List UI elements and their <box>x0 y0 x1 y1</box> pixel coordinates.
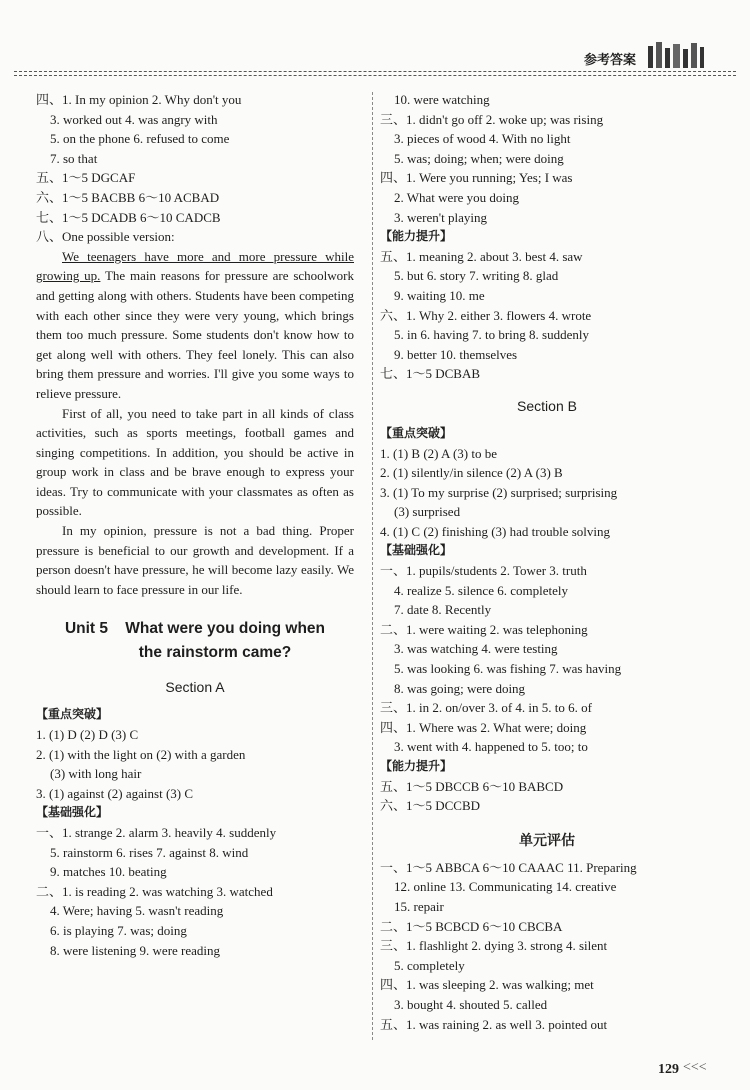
left-column <box>36 90 354 960</box>
answer-line: 5. in 6. having 7. to bring 8. suddenly <box>394 327 589 343</box>
answer-line: 5. was looking 6. was fishing 7. was having <box>394 661 622 677</box>
answer-line: 四、1. Where was 2. What were; doing <box>380 719 587 735</box>
answer-line: 3. worked out 4. was angry with <box>50 111 218 127</box>
answer-line: 3. weren't playing <box>394 209 487 225</box>
section-tag: 【基础强化】 <box>36 805 109 820</box>
answer-line: 1. (1) D (2) D (3) C <box>36 727 139 743</box>
answer-line: 2. (1) silently/in silence (2) A (3) B <box>380 465 563 481</box>
answer-line: 5. rainstorm 6. rises 7. against 8. wind <box>50 844 249 860</box>
answer-line: 六、1. Why 2. either 3. flowers 4. wrote <box>380 307 592 323</box>
answer-line: 四、1. Were you running; Yes; I was <box>380 170 573 186</box>
answer-line: 三、1. in 2. on/over 3. of 4. in 5. to 6. of <box>380 700 592 716</box>
answer-line: 8. was going; were doing <box>394 680 526 696</box>
answer-line: 六、1～5 DCCBD <box>380 798 481 814</box>
header-label: 参考答案 <box>584 53 637 68</box>
essay-paragraph-3: In my opinion, pressure is not a bad thing. Proper pressure is beneficial to our growth and development. If a person doesn't have pressure, he will become lazy easily. We should learn to face pressure in our life. <box>36 523 354 597</box>
answer-line: 五、1. was raining 2. as well 3. pointed out <box>380 1016 608 1032</box>
answer-line: 4. Were; having 5. wasn't reading <box>50 903 224 919</box>
essay-topic-sentence: We teenagers have more and more pressure while growing up. <box>36 248 354 284</box>
answer-line: 5. on the phone 6. refused to come <box>50 131 230 147</box>
answer-line: 9. waiting 10. me <box>394 287 485 303</box>
answer-line: 二、1. is reading 2. was watching 3. watched <box>36 883 273 899</box>
answer-line: 4. realize 5. silence 6. completely <box>394 582 568 598</box>
answer-line: 4. (1) C (2) finishing (3) had trouble solving <box>380 523 610 539</box>
answer-line: 3. (1) against (2) against (3) C <box>36 785 194 801</box>
answer-line: 二、1. were waiting 2. was telephoning <box>380 621 588 637</box>
page-number: 129 <box>658 1062 679 1077</box>
right-answers-top <box>380 90 714 384</box>
answer-line: 3. (1) To my surprise (2) surprised; surprising <box>380 484 618 500</box>
header-rule <box>14 71 736 72</box>
answer-line: 六、1～5 BACBB 6～10 ACBAD <box>36 189 220 205</box>
unit-title-line-2: the rainstorm came? <box>138 644 292 662</box>
answer-line: 5. but 6. story 7. writing 8. glad <box>394 268 559 284</box>
left-answers-bottom <box>36 705 354 960</box>
section-tag: 【能力提升】 <box>380 229 453 244</box>
section-tag: 【能力提升】 <box>380 759 453 773</box>
section-tag: 【重点突破】 <box>380 425 453 440</box>
answer-line: 1. (1) B (2) A (3) to be <box>380 445 497 461</box>
answer-line: 7. so that <box>50 150 98 166</box>
answer-line: 7. date 8. Recently <box>394 602 492 618</box>
answer-line: 四、1. In my opinion 2. Why don't you <box>36 92 242 107</box>
answer-line: 12. online 13. Communicating 14. creative <box>394 879 617 895</box>
section-b-title: Section B <box>517 397 577 414</box>
right-answers-mid <box>380 424 714 816</box>
answer-line: 五、1～5 DBCCB 6～10 BABCD <box>380 778 564 794</box>
essay-paragraph-1-body: The main reasons for pressure are schoolwork and getting along with others. Students have been competing with each other since they were very young, which brings them too much pressure. Some students don't know how to get along well with others. They feel lonely. This can also bring them pressure and worries. I'll give you some ways to relieve pressure. <box>36 268 354 401</box>
section-tag: 【基础强化】 <box>380 543 453 558</box>
answer-line: 一、1～5 ABBCA 6～10 CAAAC 11. Preparing <box>380 859 637 875</box>
answer-line: 三、1. flashlight 2. dying 3. strong 4. silent <box>380 938 608 954</box>
page-arrows-icon: <<< <box>683 1060 707 1075</box>
answer-line: 2. (1) with the light on (2) with a garden <box>36 746 246 762</box>
answer-line: 二、1～5 BCBCD 6～10 CBCBA <box>380 918 563 934</box>
answer-line: 6. is playing 7. was; doing <box>50 922 187 938</box>
answer-line: 9. better 10. themselves <box>394 346 518 362</box>
answer-line: 一、1. pupils/students 2. Tower 3. truth <box>380 563 587 579</box>
left-answers-top <box>36 90 354 247</box>
section-a-title: Section A <box>165 679 225 696</box>
answer-line: 四、1. was sleeping 2. was walking; met <box>380 977 594 993</box>
column-divider <box>372 92 373 1040</box>
answer-line: 3. bought 4. shouted 5. called <box>394 996 548 1012</box>
answer-line: 3. went with 4. happened to 5. too; to <box>394 739 588 755</box>
answer-line: 七、1～5 DCADB 6～10 CADCB <box>36 209 221 225</box>
essay <box>36 247 354 600</box>
answer-line: 5. was; doing; when; were doing <box>394 150 564 166</box>
section-tag: 【重点突破】 <box>36 707 109 722</box>
answer-line: 10. were watching <box>394 92 490 107</box>
header-decoration-icon <box>646 40 706 70</box>
unit-evaluation-title: 单元评估 <box>519 833 575 849</box>
answer-line: 2. What were you doing <box>394 189 520 205</box>
answer-line: 八、One possible version: <box>36 229 175 245</box>
answer-line: 五、1. meaning 2. about 3. best 4. saw <box>380 248 583 264</box>
answer-line: 5. completely <box>394 957 465 973</box>
answer-line: 3. was watching 4. were testing <box>394 641 558 657</box>
answer-line: 15. repair <box>394 898 444 914</box>
right-column <box>380 90 714 1034</box>
answer-line: (3) surprised <box>394 504 461 520</box>
unit-title <box>36 617 354 665</box>
header-rule-2 <box>14 75 736 76</box>
answer-line: 三、1. didn't go off 2. woke up; was rising <box>380 111 604 127</box>
essay-paragraph-1 <box>36 247 354 404</box>
answer-line: 七、1～5 DCBAB <box>380 366 481 382</box>
answer-line: 3. pieces of wood 4. With no light <box>394 131 571 147</box>
answer-line: 一、1. strange 2. alarm 3. heavily 4. suddenly <box>36 825 277 840</box>
right-answers-bottom <box>380 858 714 1034</box>
answer-line: 五、1～5 DGCAF <box>36 170 136 186</box>
answer-line: 9. matches 10. beating <box>50 864 167 880</box>
answer-line: (3) with long hair <box>50 766 142 782</box>
unit-title-line-1: Unit 5 What were you doing when <box>64 620 326 638</box>
answer-line: 8. were listening 9. were reading <box>50 942 221 958</box>
essay-paragraph-2: First of all, you need to take part in all kinds of class activities, such as sports meetings, football games and singing competitions. In addition, you should be active in group work in class and be brave enough to express your ideas. Try to communicate with your classmates as often as possible. <box>36 405 354 519</box>
